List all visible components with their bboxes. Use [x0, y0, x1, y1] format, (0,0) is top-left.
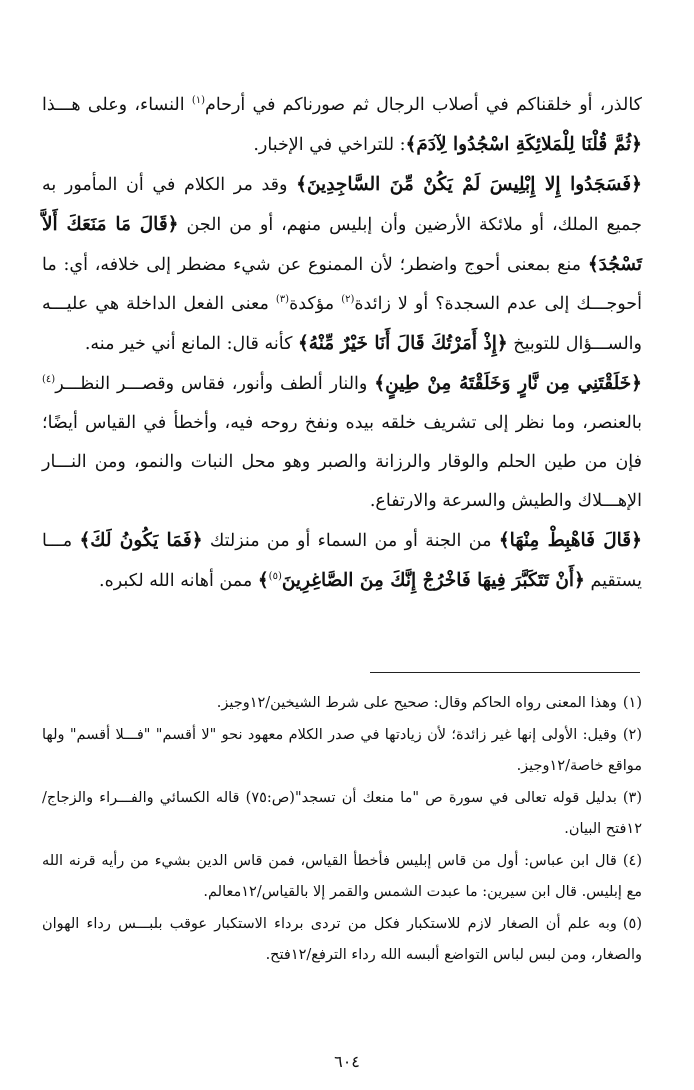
quran-verse: ﴿خَلَقْتَنِي مِن نَّارٍ وَخَلَقْتَهُ مِنْ طِينٍ﴾	[374, 373, 642, 394]
quran-verse: ﴿إِذْ أَمَرْتُكَ قَالَ أَنَا خَيْرٌ مِّنْهُ﴾	[297, 333, 508, 354]
text-span: والنار ألطف وأنور، فقاس وقصـــر النظـــر	[55, 374, 375, 394]
footnote-text: وبه علم أن الصغار لازم للاستكبار فكل من تردى برداء الاستكبار عوقب بلبـــس رداء الهوان والصغار، ومن لبس لباس التواضع ألبسه الله رداء الترفع/١٢فتح.	[42, 915, 642, 963]
footnotes	[42, 688, 642, 972]
text-span: ممن أهانه الله لكبره.	[99, 571, 258, 591]
footnote-number: (٢)	[622, 726, 642, 743]
footnote-ref-2: (٢)	[341, 294, 355, 306]
paragraph-4	[42, 521, 642, 601]
footnote-text: وقيل: الأولى إنها غير زائدة؛ لأن زيادتها في صدر الكلام معهود نحو "لا أقسم" "فـــلا أقسم" ولها مواقع خاصة/١٢وجيز.	[42, 726, 642, 774]
quran-verse-end: ﴾	[257, 570, 269, 591]
footnote-divider	[370, 672, 640, 673]
paragraph-3	[42, 364, 642, 521]
footnote-ref-3: (٣)	[275, 294, 290, 306]
footnote-text: بدليل قوله تعالى في سورة ص "ما منعك أن تسجد"(ص:٧٥) قاله الكسائي والفـــراء والزجاج/١٢فتح البيان.	[42, 789, 642, 837]
text-span: وقد مر الكلام في أن المأمور به جميع الملك، أو ملائكة الأرضين وأن إبليس منهم، أو من الجن	[42, 175, 642, 235]
paragraph-2	[42, 165, 642, 364]
quran-verse: ﴿قَالَ مَا مَنَعَكَ أَلاَّ تَسْجُدَ﴾	[42, 214, 642, 275]
footnote-ref-5: (٥)	[268, 571, 282, 583]
footnote-text: قال ابن عباس: أول من قاس إبليس فأخطأ القياس، فمن قاس الدين بشيء من رأيه قرنه الله مع إبليس. قال ابن سيرين: ما عبدت الشمس والقمر إلا بالقياس/١٢معالم.	[42, 852, 642, 900]
footnote-4	[42, 846, 642, 909]
quran-verse: ﴿فَمَا يَكُونُ لَكَ﴾	[79, 530, 203, 551]
page-number: ٦٠٤	[334, 1052, 360, 1071]
text-span: بالعنصر، وما نظر إلى تشريف خلقه بيده ونفخ روحه فيه، وأخطأ في القياس أيضًا؛ فإن من طين الحلم والوقار والرزانة والصبر وهو محل النبات والنمو، ومن النـــار الإهـــلاك والطيش والسرعة والارتفاع.	[42, 413, 642, 511]
main-text	[42, 86, 642, 601]
footnote-ref-4: (٤)	[42, 374, 56, 386]
text-span: النساء، وعلى هـــذا	[42, 95, 192, 115]
text-span: معنى الفعل الداخلة هي عليـــه والســـؤال للتوبيخ	[42, 294, 642, 354]
footnote-3	[42, 783, 642, 846]
text-span: : للتراخي في الإخبار.	[253, 135, 406, 155]
quran-verse: ﴿قَالَ فَاهْبِطْ مِنْهَا﴾	[498, 530, 642, 551]
text-span: كالذر، أو خلقناكم في أصلاب الرجال ثم صورناكم في أرحام	[205, 95, 642, 115]
footnote-number: (١)	[622, 695, 642, 711]
quran-verse: ﴿فَسَجَدُوا إِلا إِبْلِيسَ لَمْ يَكُنْ مِّنَ السَّاجِدِينَ﴾	[296, 174, 642, 195]
footnote-number: (٤)	[622, 852, 642, 869]
text-span: كأنه قال: المانع أني خير منه.	[84, 334, 298, 354]
footnote-1	[42, 688, 642, 720]
footnote-ref-1: (١)	[191, 95, 205, 107]
text-span: مـــا يستقيم	[42, 531, 642, 591]
text-span: منع بمعنى أحوج واضطر؛ لأن الممنوع عن شيء مضطر إلى خلافه، أي: ما أحوجـــك إلى عدم السجدة؟ أو لا زائدة	[42, 255, 642, 314]
footnote-number: (٥)	[622, 915, 642, 932]
text-span: مؤكدة	[289, 294, 342, 314]
footnote-5	[42, 909, 642, 972]
quran-verse: ﴿ثُمَّ قُلْنَا لِلْمَلائِكَةِ اسْجُدُوا لِآدَمَ﴾	[405, 134, 642, 155]
text-span: من الجنة أو من السماء أو من منزلتك	[202, 531, 499, 551]
paragraph-1	[42, 86, 642, 165]
footnote-number: (٣)	[622, 789, 642, 806]
footnote-text: وهذا المعنى رواه الحاكم وقال: صحيح على شرط الشيخين/١٢وجيز.	[216, 695, 617, 711]
footnote-2	[42, 720, 642, 783]
quran-verse: ﴿أَنْ تَتَكَبَّرَ فِيهَا فَاخْرُجْ إِنَّكَ مِنَ الصَّاغِرِينَ	[281, 570, 585, 591]
